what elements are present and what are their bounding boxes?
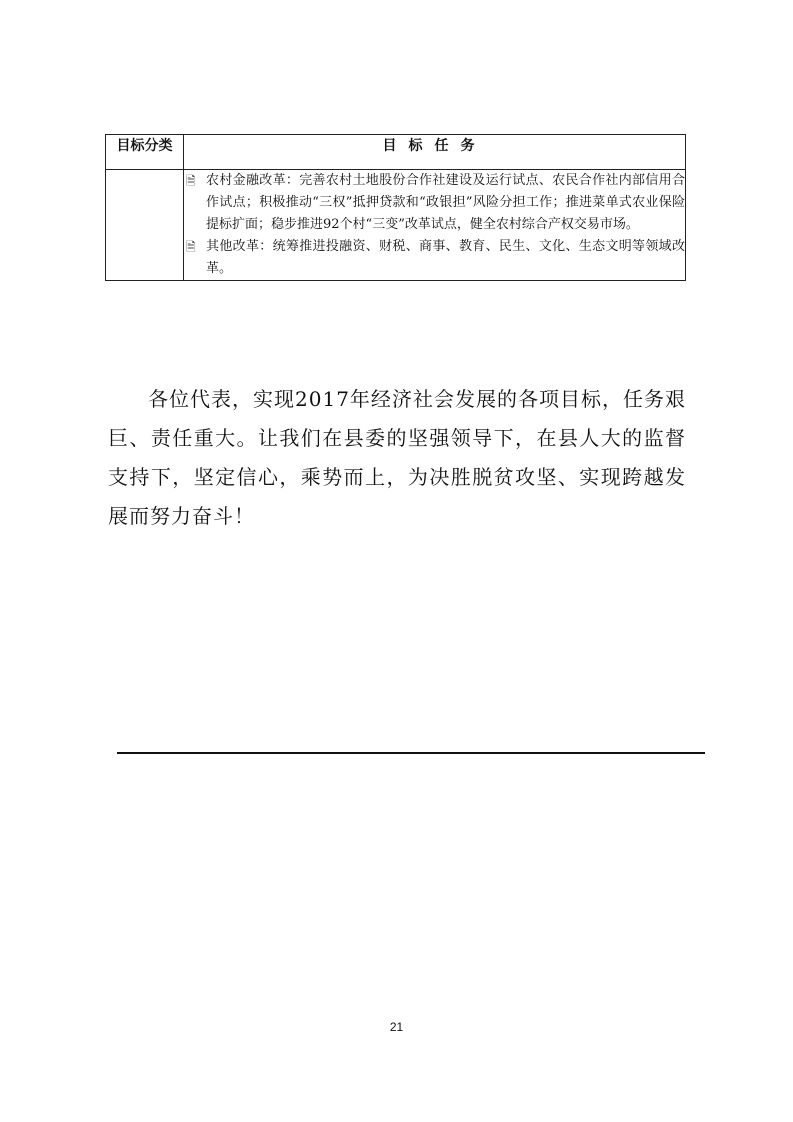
document-icon: 🗎 bbox=[186, 240, 196, 254]
target-task-table bbox=[105, 134, 686, 281]
table-header-row bbox=[106, 135, 686, 170]
list-item bbox=[184, 236, 685, 280]
header-category: 目标分类 bbox=[106, 135, 184, 170]
table-row bbox=[106, 170, 686, 281]
document-icon: 🗎 bbox=[186, 174, 196, 188]
list-item bbox=[184, 170, 685, 236]
row-category-cell bbox=[106, 170, 184, 281]
item-text: 农村金融改革：完善农村土地股份合作社建设及运行试点、农民合作社内部信用合作试点；积极推动“三权”抵押贷款和“政银担”风险分担工作；推进菜单式农业保险提标扩面；稳步推进92个村“三变”改革试点，健全农村综合产权交易市场。 bbox=[206, 173, 685, 232]
page-number: 21 bbox=[389, 1020, 404, 1034]
closing-paragraph: 各位代表，实现2017年经济社会发展的各项目标，任务艰巨、责任重大。让我们在县委的坚强领导下，在县人大的监督支持下，坚定信心，乘势而上，为决胜脱贫攻坚、实现跨越发展而努力奋斗！ bbox=[108, 387, 686, 528]
row-tasks-cell bbox=[184, 170, 686, 281]
header-tasks: 目标任务 bbox=[184, 135, 686, 170]
item-text: 其他改革：统筹推进投融资、财税、商事、教育、民生、文化、生态文明等领域改革。 bbox=[206, 239, 685, 276]
horizontal-rule bbox=[117, 752, 705, 754]
